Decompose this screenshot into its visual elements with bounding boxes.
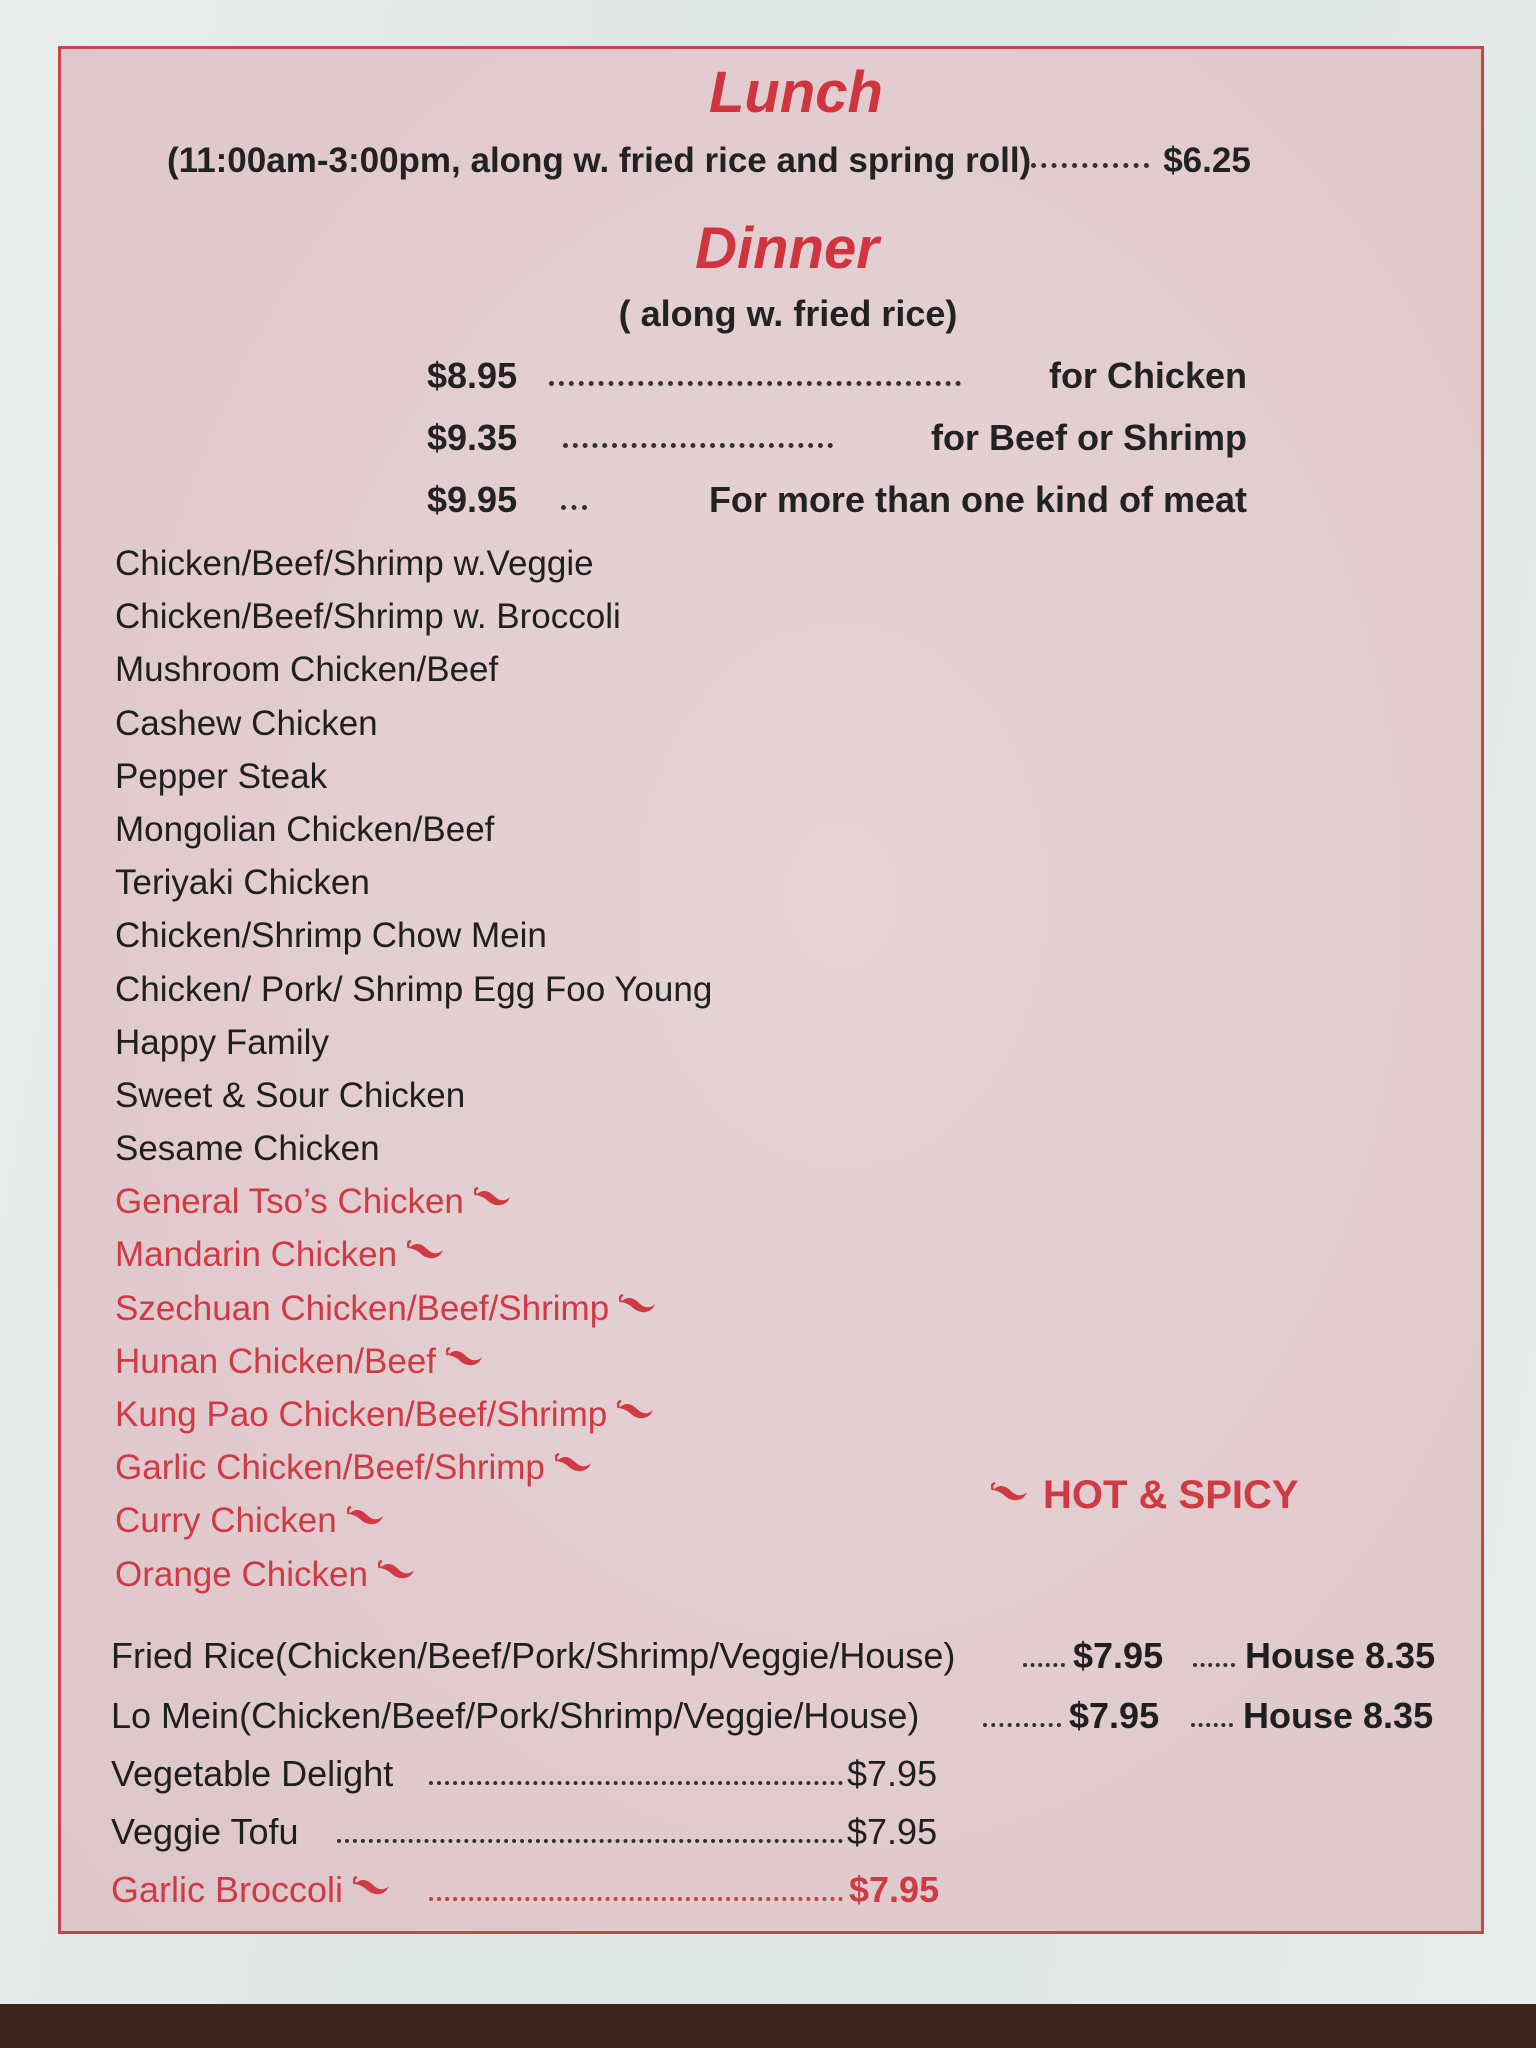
list-item: [115, 1175, 712, 1228]
chili-pepper-icon: [378, 1560, 416, 1582]
dinner-item-list: [115, 537, 712, 1601]
legend-label: HOT & SPICY: [1043, 1473, 1299, 1517]
item-name: Mongolian Chicken/Beef: [115, 809, 495, 849]
list-item: [115, 909, 712, 962]
list-item: [115, 1228, 712, 1281]
chili-pepper-icon: [991, 1482, 1029, 1504]
lunch-dots: [1031, 163, 1149, 168]
list-item: [115, 1388, 712, 1441]
chili-pepper-icon: [617, 1400, 655, 1422]
item-name: Teriyaki Chicken: [115, 863, 370, 903]
list-item: [115, 1441, 712, 1494]
dinner-price: $8.95: [427, 355, 518, 396]
table-surface: [0, 2004, 1536, 2048]
chili-pepper-icon: [347, 1506, 385, 1528]
dinner-price: $9.35: [427, 417, 518, 458]
item-name: Kung Pao Chicken/Beef/Shrimp: [115, 1395, 608, 1434]
item-name: General Tso’s Chicken: [115, 1182, 464, 1222]
list-item: [115, 590, 712, 643]
dinner-price-row: [427, 417, 1247, 461]
side-house-price: House 8.35: [1245, 1635, 1436, 1676]
list-item: [115, 537, 712, 590]
dinner-price-label: for Beef or Shrimp: [930, 417, 1247, 458]
list-item: [115, 803, 712, 856]
list-item: [115, 1282, 712, 1335]
side-name: [111, 1869, 391, 1911]
list-item: [115, 1548, 712, 1601]
item-name: Chicken/Beef/Shrimp w.Veggie: [115, 544, 594, 583]
item-name: Chicken/ Pork/ Shrimp Egg Foo Young: [115, 969, 713, 1009]
side-price: $7.95: [847, 1753, 938, 1794]
leader-dots: [1023, 1663, 1065, 1667]
hot-spicy-legend: [991, 1473, 1299, 1518]
leader-dots: [337, 1839, 843, 1843]
side-name-text: Garlic Broccoli: [111, 1869, 344, 1910]
item-name: Mandarin Chicken: [115, 1235, 398, 1275]
list-item: [115, 1335, 712, 1388]
side-name: Veggie Tofu: [111, 1811, 299, 1852]
chili-pepper-icon: [446, 1347, 484, 1369]
dinner-price-label: For more than one kind of meat: [708, 479, 1247, 520]
item-name: Mushroom Chicken/Beef: [115, 650, 499, 690]
list-item: [115, 1122, 712, 1175]
chili-pepper-icon: [555, 1453, 593, 1475]
leader-dots: [1193, 1663, 1235, 1667]
chili-pepper-icon: [407, 1240, 445, 1262]
chili-pepper-icon: [619, 1294, 657, 1316]
item-name: Chicken/Shrimp Chow Mein: [115, 916, 547, 956]
menu-panel: [58, 46, 1484, 1934]
list-item: [115, 856, 712, 909]
item-name: Cashew Chicken: [115, 703, 378, 743]
leader-dots: [1191, 1723, 1233, 1727]
side-name: Vegetable Delight: [111, 1753, 394, 1794]
dinner-title: Dinner: [695, 216, 879, 281]
dinner-price: $9.95: [427, 479, 518, 520]
lunch-details: [167, 141, 1251, 181]
dinner-subtitle: ( along w. fried rice): [618, 293, 958, 334]
lunch-title: Lunch: [709, 60, 883, 125]
side-price: $7.95: [849, 1869, 940, 1910]
list-item: [115, 963, 712, 1016]
lunch-details-text: (11:00am-3:00pm, along w. fried rice and spring roll): [167, 141, 1032, 180]
item-name: Hunan Chicken/Beef: [115, 1341, 437, 1381]
item-name: Sesame Chicken: [115, 1129, 380, 1169]
item-name: Orange Chicken: [115, 1554, 368, 1594]
leader-dots: [429, 1897, 843, 1901]
dinner-price-label: for Chicken: [1048, 355, 1247, 396]
item-name: Chicken/Beef/Shrimp w. Broccoli: [115, 597, 621, 637]
leader-dots: [429, 1781, 843, 1785]
item-name: Happy Family: [115, 1022, 329, 1062]
dinner-price-row: [427, 355, 1247, 399]
side-name: Fried Rice(Chicken/Beef/Pork/Shrimp/Veggie/House): [111, 1635, 956, 1676]
list-item: [115, 1494, 712, 1547]
leader-dots: [983, 1723, 1061, 1727]
item-name: Szechuan Chicken/Beef/Shrimp: [115, 1288, 610, 1328]
list-item: [115, 1069, 712, 1122]
dinner-price-row: [427, 479, 1247, 523]
side-house-price: House 8.35: [1243, 1695, 1434, 1736]
list-item: [115, 643, 712, 696]
list-item: [115, 750, 712, 803]
side-name: Lo Mein(Chicken/Beef/Pork/Shrimp/Veggie/House): [111, 1695, 920, 1736]
leader-dots: [549, 381, 961, 386]
list-item: [115, 697, 712, 750]
leader-dots: [563, 443, 833, 448]
leader-dots: [561, 505, 587, 510]
side-price: $7.95: [847, 1811, 938, 1852]
chili-pepper-icon: [474, 1187, 512, 1209]
side-price: $7.95: [1069, 1695, 1160, 1736]
list-item: [115, 1016, 712, 1069]
item-name: Pepper Steak: [115, 756, 328, 796]
item-name: Garlic Chicken/Beef/Shrimp: [115, 1448, 545, 1488]
chili-pepper-icon: [353, 1876, 391, 1898]
side-price: $7.95: [1073, 1635, 1164, 1676]
lunch-price: $6.25: [1163, 141, 1251, 180]
item-name: Curry Chicken: [115, 1501, 337, 1541]
item-name: Sweet & Sour Chicken: [115, 1075, 466, 1115]
